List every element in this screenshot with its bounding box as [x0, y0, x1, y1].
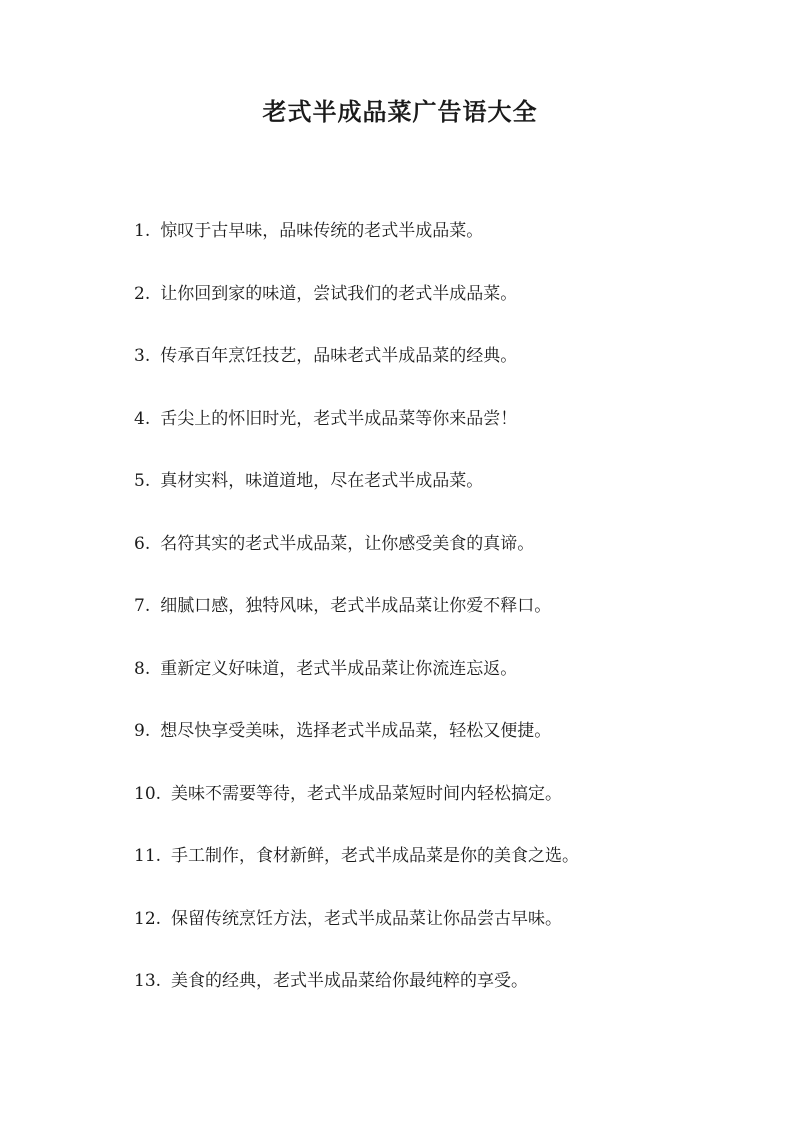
list-item [134, 531, 734, 594]
item-number: 2. [134, 283, 151, 304]
item-number: 9. [134, 721, 151, 741]
item-number: 1. [134, 221, 151, 241]
item-number: 5. [134, 471, 151, 491]
item-text: 名符其实的老式半成品菜，让你感受美食的真谛。 [160, 533, 535, 554]
list-item [134, 656, 734, 719]
item-text: 细腻口感，独特风味，老式半成品菜让你爱不释口。 [160, 596, 552, 616]
item-text: 保留传统烹饪方法，老式半成品菜让你品尝古早味。 [171, 908, 563, 929]
item-text: 想尽快享受美味，选择老式半成品菜，轻松又便捷。 [160, 721, 552, 741]
item-number: 13. [134, 971, 162, 991]
item-number: 4. [134, 408, 151, 429]
item-text: 真材实料，味道道地，尽在老式半成品菜。 [160, 471, 484, 491]
item-text: 惊叹于古早味，品味传统的老式半成品菜。 [160, 221, 484, 241]
item-text: 让你回到家的味道，尝试我们的老式半成品菜。 [160, 283, 518, 304]
item-number: 11. [134, 846, 162, 866]
list-item [134, 843, 734, 906]
item-text: 美食的经典，老式半成品菜给你最纯粹的享受。 [171, 971, 529, 991]
item-text: 手工制作，食材新鲜，老式半成品菜是你的美食之选。 [171, 846, 580, 866]
item-number: 10. [134, 783, 162, 804]
list-item [134, 718, 734, 781]
list-item [134, 906, 734, 969]
item-text: 传承百年烹饪技艺，品味老式半成品菜的经典。 [160, 346, 518, 366]
item-number: 3. [134, 346, 151, 366]
item-text: 重新定义好味道，老式半成品菜让你流连忘返。 [160, 658, 518, 679]
page-title: 老式半成品菜广告语大全 [262, 97, 538, 126]
item-number: 7. [134, 596, 151, 616]
list-item [134, 593, 734, 656]
list-item [134, 468, 734, 531]
item-text: 舌尖上的怀旧时光，老式半成品菜等你来品尝！ [160, 408, 518, 429]
list-item [134, 343, 734, 406]
item-number: 12. [134, 908, 162, 929]
list-item [134, 218, 734, 281]
list-item [134, 968, 734, 1031]
list-item [134, 281, 734, 344]
list-item [134, 406, 734, 469]
item-text: 美味不需要等待，老式半成品菜短时间内轻松搞定。 [171, 783, 563, 804]
item-number: 8. [134, 658, 151, 679]
list-item [134, 781, 734, 844]
item-number: 6. [134, 533, 151, 554]
slogan-list [134, 218, 734, 1031]
